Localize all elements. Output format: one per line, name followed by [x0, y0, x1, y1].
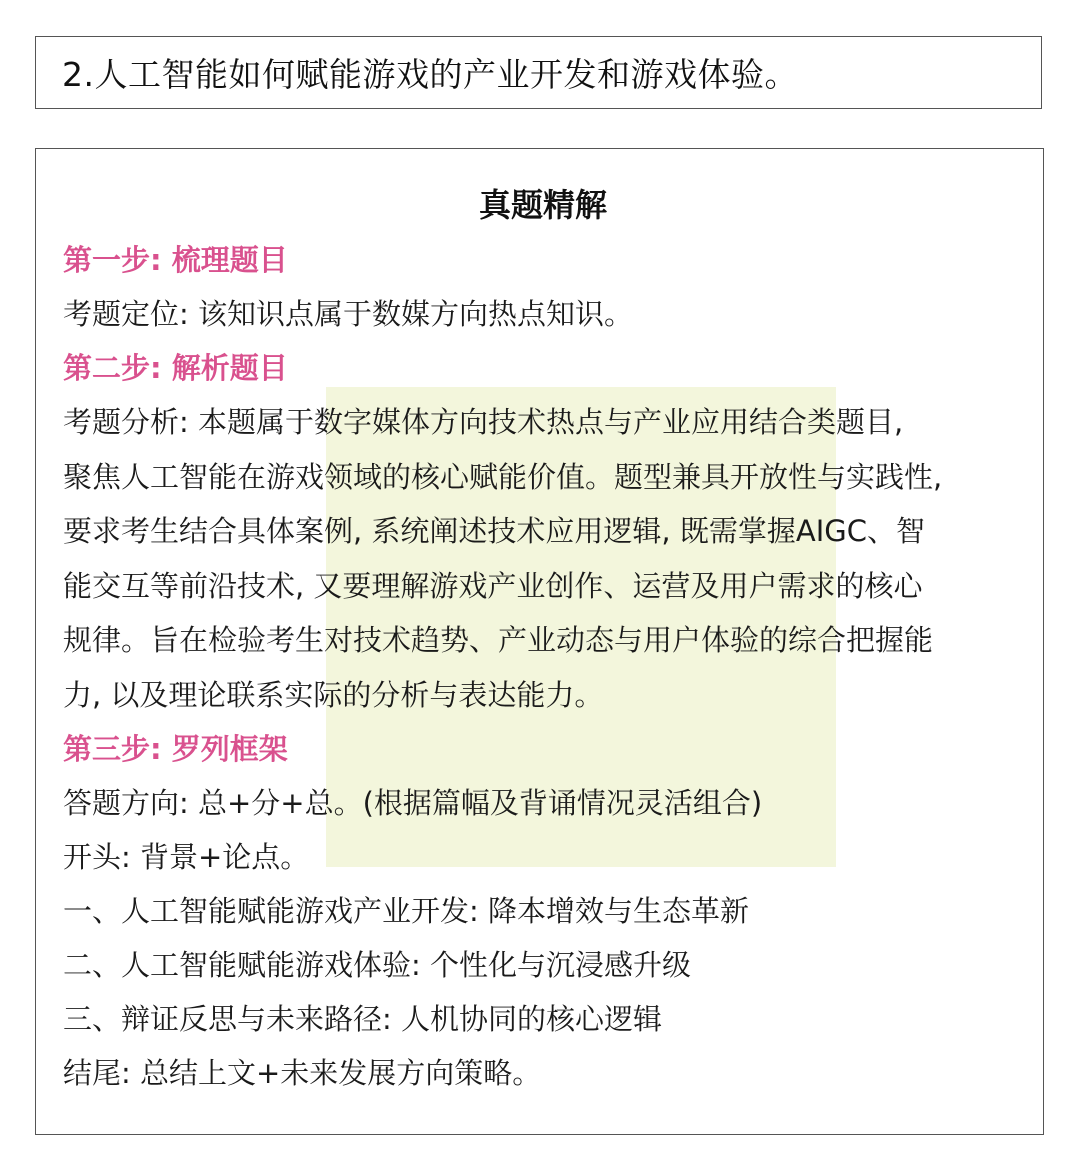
analysis-line: 聚焦人工智能在游戏领域的核心赋能价值。题型兼具开放性与实践性,: [63, 459, 943, 494]
ending-text: 结尾: 总结上文+未来发展方向策略。: [63, 1056, 542, 1090]
opening-text: 开头: 背景+论点。: [63, 840, 310, 874]
answer-content: [36, 149, 1043, 1100]
analysis-line: 能交互等前沿技术, 又要理解游戏产业创作、运营及用户需求的核心: [63, 568, 923, 603]
analysis-line: 要求考生结合具体案例, 系统阐述技术应用逻辑, 既需掌握AIGC、智: [63, 514, 925, 548]
positioning-text: 考题定位: 该知识点属于数媒方向热点知识。: [63, 297, 633, 331]
analysis-line: 规律。旨在检验考生对技术趋势、产业动态与用户体验的综合把握能: [63, 623, 934, 657]
question-text: 2.人工智能如何赋能游戏的产业开发和游戏体验。: [62, 55, 798, 94]
question-box: [35, 36, 1042, 109]
answer-box: [35, 148, 1044, 1135]
step-1-heading: 第一步: 梳理题目: [63, 243, 288, 277]
answer-direction: 答题方向: 总+分+总。(根据篇幅及背诵情况灵活组合): [63, 786, 763, 820]
step-2-heading: 第二步: 解析题目: [63, 351, 288, 385]
analysis-paragraph: [63, 395, 1023, 722]
section-title: 真题精解: [478, 186, 607, 224]
step-3-heading: 第三步: 罗列框架: [63, 732, 288, 766]
framework-point-1: 一、人工智能赋能游戏产业开发: 降本增效与生态革新: [63, 894, 749, 928]
framework-point-3: 三、辩证反思与未来路径: 人机协同的核心逻辑: [63, 1002, 662, 1036]
analysis-line: 考题分析: 本题属于数字媒体方向技术热点与产业应用结合类题目,: [63, 405, 904, 439]
analysis-line: 力, 以及理论联系实际的分析与表达能力。: [63, 677, 604, 712]
framework-point-2: 二、人工智能赋能游戏体验: 个性化与沉浸感升级: [63, 948, 691, 982]
